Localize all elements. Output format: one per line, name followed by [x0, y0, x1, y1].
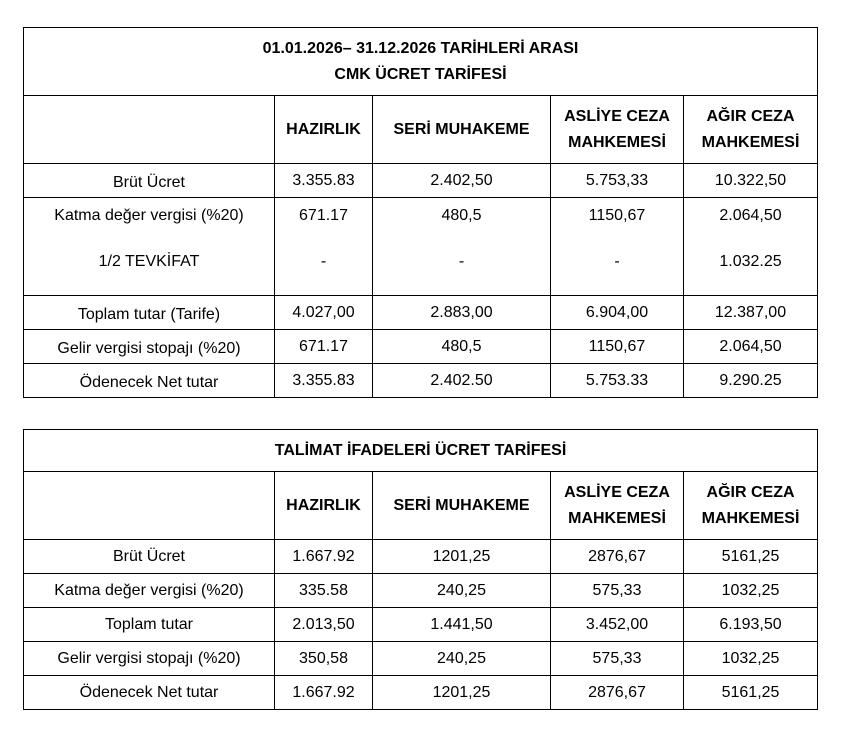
cell-value: 5161,25 [684, 540, 818, 574]
cell-value: 2876,67 [551, 540, 684, 574]
cell-value: 350,58 [275, 642, 373, 676]
row-label: Ödenecek Net tutar [24, 364, 275, 398]
row-label: Toplam tutar [24, 608, 275, 642]
table-row [24, 164, 818, 198]
header-hazirlik: HAZIRLIK [275, 96, 373, 164]
cmk-fee-table [23, 27, 818, 398]
table-row [24, 364, 818, 398]
header-asliye-line2: MAHKEMESİ [568, 133, 666, 151]
table-row [24, 198, 818, 296]
cell-value: 1.667.92 [275, 540, 373, 574]
cell-value: 1201,25 [373, 676, 551, 710]
cell-value: 335.58 [275, 574, 373, 608]
talimat-fee-table [23, 429, 818, 710]
table-row [24, 330, 818, 364]
cell-value: 1.032.25 [719, 253, 782, 270]
cell-value: 3.452,00 [551, 608, 684, 642]
cell-value: 2.064,50 [684, 330, 818, 364]
cell-value: 5.753.33 [551, 364, 684, 398]
header-agir-line1: AĞIR CEZA [706, 483, 795, 501]
cell-value: - [458, 253, 465, 270]
cell-value: 575,33 [551, 574, 684, 608]
cell-value: 2.402,50 [373, 164, 551, 198]
cell-value: 1.441,50 [373, 608, 551, 642]
cell-value: 671.17 [299, 207, 348, 224]
header-seri-muhakeme: SERİ MUHAKEME [373, 472, 551, 540]
cell-value: 1150,67 [588, 207, 646, 224]
cell-value: 1.667.92 [275, 676, 373, 710]
cell-value: 1032,25 [684, 642, 818, 676]
header-asliye-ceza [551, 96, 684, 164]
header-agir-ceza [684, 472, 818, 540]
row-label: Gelir vergisi stopajı (%20) [24, 642, 275, 676]
row-label: Katma değer vergisi (%20) [24, 574, 275, 608]
header-empty-cell [24, 472, 275, 540]
talimat-table-title: TALİMAT İFADELERİ ÜCRET TARİFESİ [24, 430, 818, 472]
row-label: Gelir vergisi stopajı (%20) [24, 330, 275, 364]
cell-value: 2.064,50 [719, 207, 782, 224]
cell-value-group [684, 198, 818, 296]
table-row [24, 296, 818, 330]
cell-value: 240,25 [373, 574, 551, 608]
row-label: Katma değer vergisi (%20) [54, 207, 244, 224]
cell-value: 3.355.83 [275, 364, 373, 398]
table-row [24, 676, 818, 710]
cell-value: - [614, 253, 620, 270]
cell-value: 12.387,00 [684, 296, 818, 330]
cell-value-group [275, 198, 373, 296]
row-label: 1/2 TEVKİFAT [98, 253, 200, 270]
row-label: Ödenecek Net tutar [24, 676, 275, 710]
header-empty-cell [24, 96, 275, 164]
cell-value: 10.322,50 [684, 164, 818, 198]
cell-value: 480,5 [373, 330, 551, 364]
table-row [24, 642, 818, 676]
header-asliye-line1: ASLİYE CEZA [564, 107, 670, 125]
header-agir-line1: AĞIR CEZA [706, 107, 795, 125]
row-label-group [24, 198, 275, 296]
cell-value: 2.402.50 [373, 364, 551, 398]
cell-value: 1032,25 [684, 574, 818, 608]
header-agir-line2: MAHKEMESİ [701, 509, 800, 527]
cell-value: 2.013,50 [275, 608, 373, 642]
cell-value: 480,5 [441, 207, 482, 224]
cell-value: 6.904,00 [551, 296, 684, 330]
cell-value: 240,25 [373, 642, 551, 676]
header-hazirlik: HAZIRLIK [275, 472, 373, 540]
cell-value: 1201,25 [373, 540, 551, 574]
cell-value: 671.17 [275, 330, 373, 364]
cell-value: 6.193,50 [684, 608, 818, 642]
table-row [24, 540, 818, 574]
header-asliye-line2: MAHKEMESİ [568, 509, 666, 527]
cell-value: 2876,67 [551, 676, 684, 710]
header-asliye-line1: ASLİYE CEZA [564, 483, 670, 501]
cell-value: 9.290.25 [684, 364, 818, 398]
cell-value: 3.355.83 [275, 164, 373, 198]
cell-value: 2.883,00 [373, 296, 551, 330]
row-label: Brüt Ücret [24, 164, 275, 198]
cell-value-group [373, 198, 551, 296]
cmk-table-title [24, 28, 818, 96]
header-agir-line2: MAHKEMESİ [701, 133, 800, 151]
cell-value: 5.753,33 [551, 164, 684, 198]
cell-value: 4.027,00 [275, 296, 373, 330]
header-agir-ceza [684, 96, 818, 164]
row-label: Brüt Ücret [24, 540, 275, 574]
table-row [24, 608, 818, 642]
row-label: Toplam tutar (Tarife) [24, 296, 275, 330]
header-seri-muhakeme: SERİ MUHAKEME [373, 96, 551, 164]
cell-value: 575,33 [551, 642, 684, 676]
cmk-title-line1: 01.01.2026– 31.12.2026 TARİHLERİ ARASI [262, 39, 579, 57]
cell-value: 1150,67 [551, 330, 684, 364]
cmk-title-line2: CMK ÜCRET TARİFESİ [334, 65, 507, 83]
cell-value: 5161,25 [684, 676, 818, 710]
header-asliye-ceza [551, 472, 684, 540]
cell-value-group [551, 198, 684, 296]
table-row [24, 574, 818, 608]
cell-value: - [320, 253, 327, 270]
